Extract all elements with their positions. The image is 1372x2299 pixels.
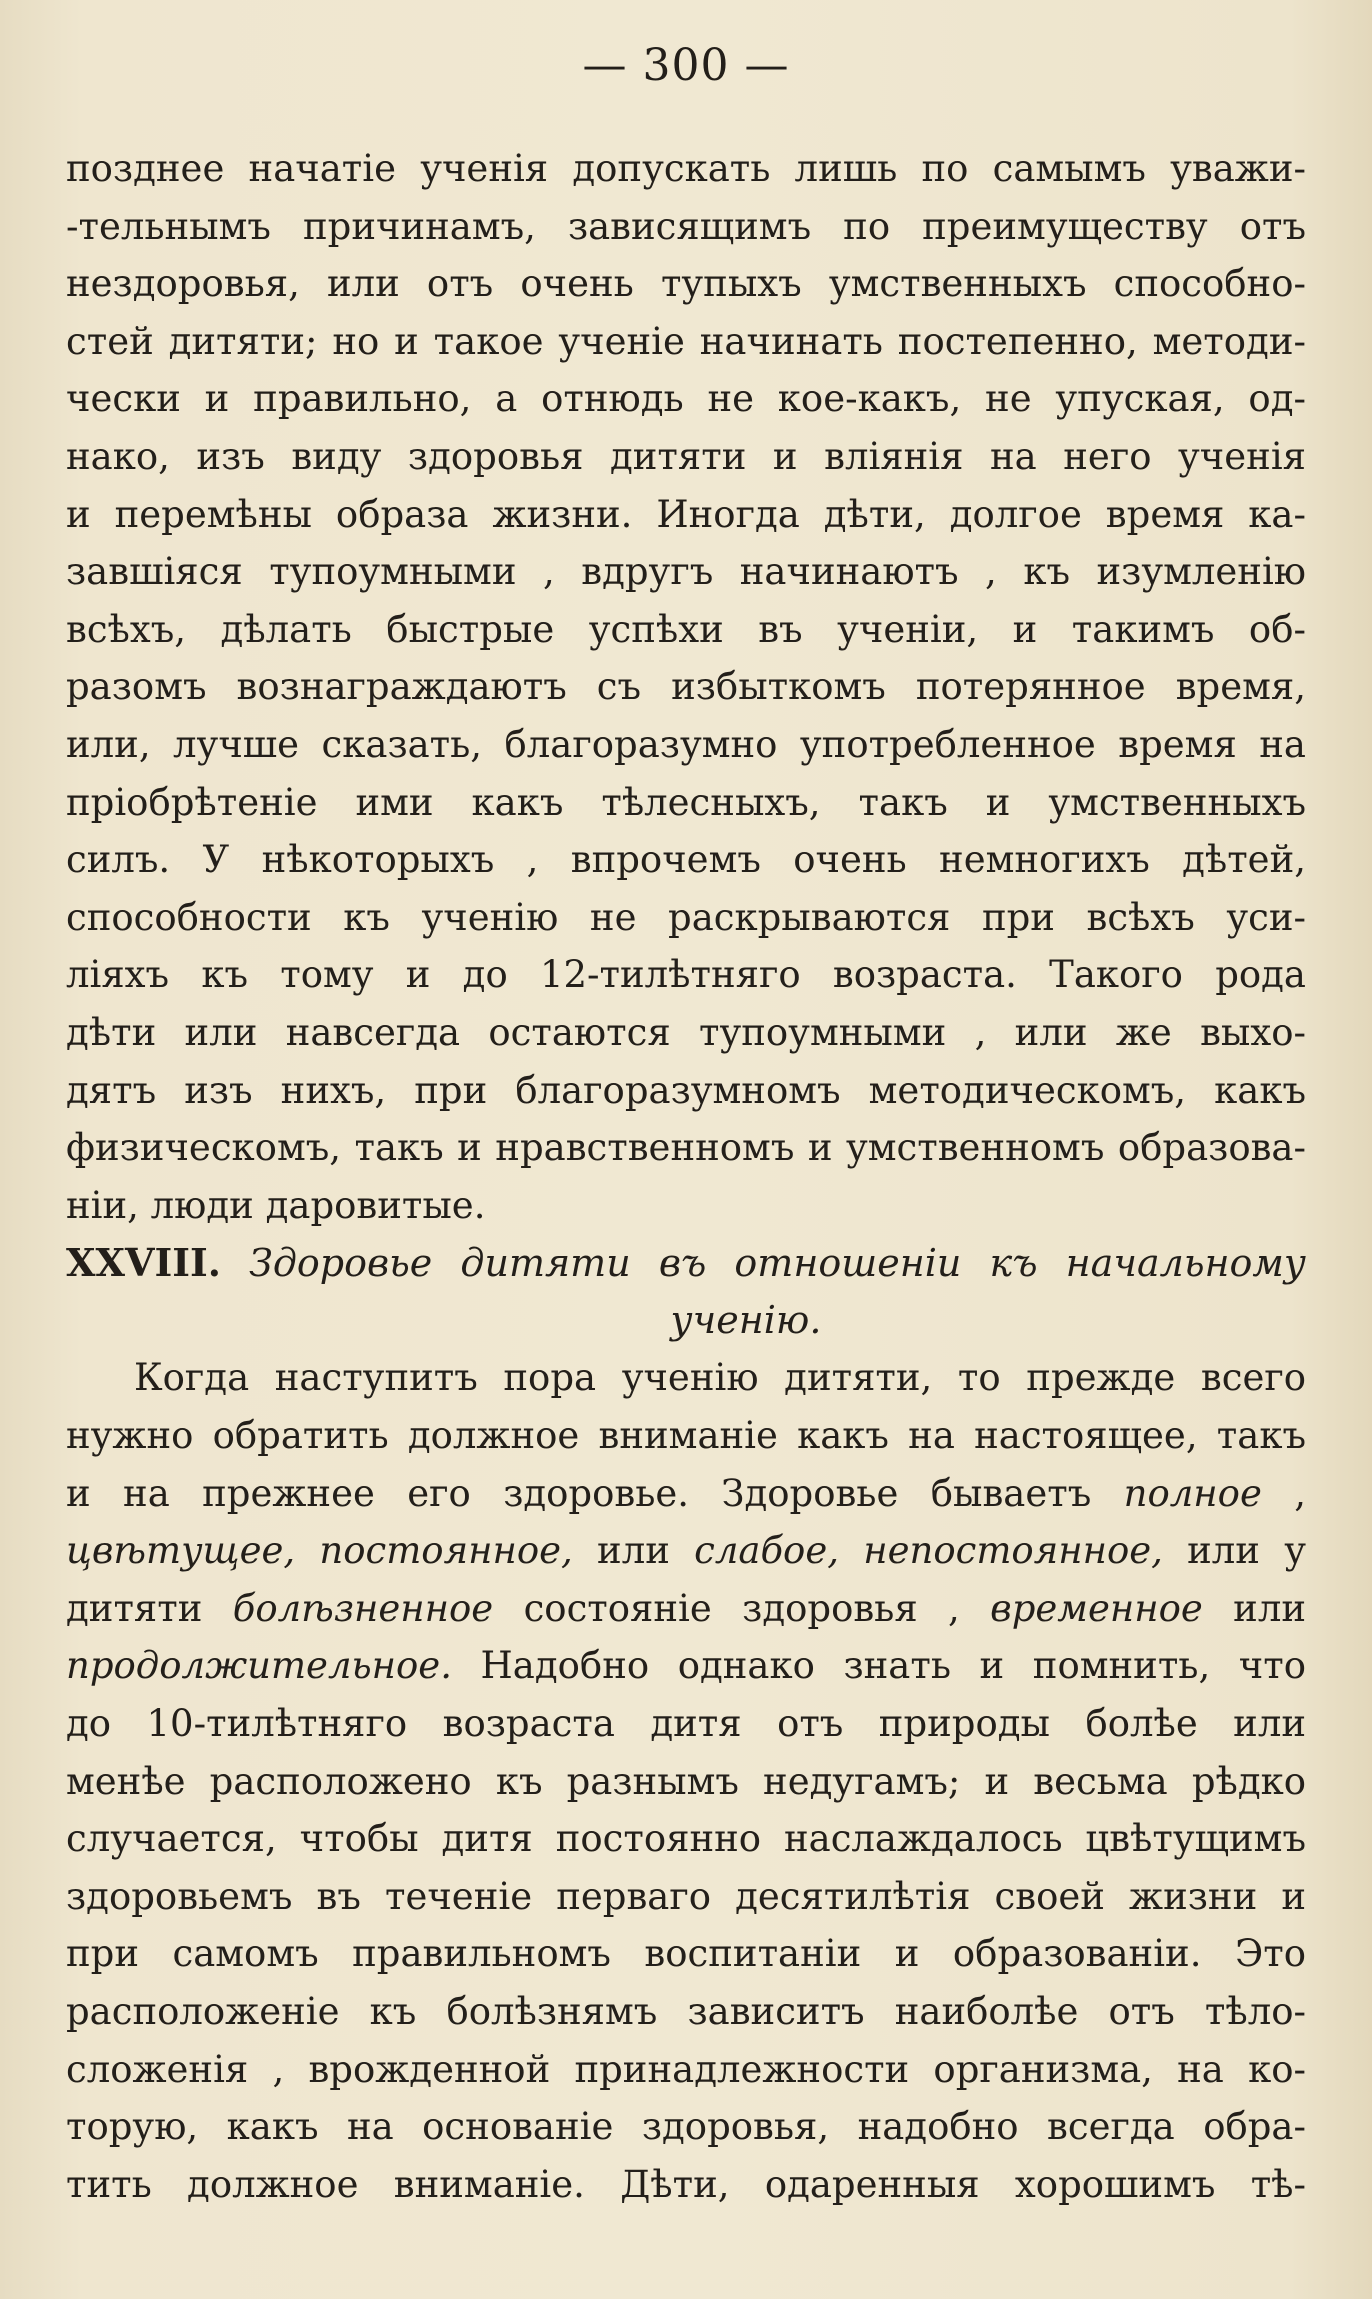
section-title-line-2: ученію. — [670, 1297, 822, 1342]
text-line — [66, 1407, 1306, 1465]
text-span: или — [572, 1529, 695, 1573]
italic-text: цвѣтущее, постоянное, — [66, 1529, 573, 1573]
text-line: всѣхъ, дѣлать быстрые успѣхи въ ученіи, и такимъ об- — [66, 607, 1306, 651]
text-line: нако, изъ виду здоровья дитяти и вліянія на него ученія — [66, 434, 1306, 478]
text-span: и на прежнее его здоровье. Здоровье бываетъ — [66, 1471, 1124, 1515]
text-span: состояніе здоровья , — [493, 1586, 991, 1630]
text-line: стей дитяти; но и такое ученіе начинать постепенно, методи- — [66, 319, 1306, 363]
text-span: Когда наступитъ пора ученію дитяти, то прежде всего — [134, 1356, 1306, 1400]
text-line — [66, 1580, 1306, 1638]
section-heading — [66, 1234, 1306, 1292]
italic-text: болѣзненное — [232, 1586, 494, 1630]
section-numeral: XXVIII. — [66, 1240, 222, 1286]
text-span: расположеніе къ болѣзнямъ зависитъ наиболѣе отъ тѣло- — [66, 1990, 1306, 2033]
text-line: физическомъ, такъ и нравственномъ и умственномъ образова- — [66, 1126, 1306, 1170]
text-span: торую, какъ на основаніе здоровья, надобно всегда обра- — [66, 2105, 1306, 2149]
text-line: ліяхъ къ тому и до 12-тилѣтняго возраста. Такого рода — [66, 953, 1306, 997]
text-line — [66, 1637, 1306, 1695]
text-span: здоровьемъ въ теченіе перваго десятилѣтія своей жизни и — [66, 1874, 1306, 1918]
text-line: пріобрѣтеніе ими какъ тѣлесныхъ, такъ и умственныхъ — [66, 780, 1306, 824]
italic-text: продолжительное. — [66, 1644, 452, 1688]
text-span: или у — [1162, 1529, 1306, 1573]
italic-text: временное — [990, 1586, 1203, 1630]
text-span: менѣе расположено къ разнымъ недугамъ; и весьма рѣдко — [66, 1759, 1306, 1803]
text-line — [66, 1810, 1306, 1868]
text-line — [66, 1695, 1306, 1753]
text-line — [66, 1983, 1306, 2041]
italic-text: полное — [1123, 1471, 1262, 1515]
text-line — [66, 2156, 1306, 2214]
text-span: , — [1261, 1471, 1306, 1515]
text-span: нужно обратить должное вниманіе какъ на настоящее, такъ — [66, 1414, 1306, 1458]
text-span: или — [1202, 1586, 1306, 1630]
text-line: -тельнымъ причинамъ, зависящимъ по преимуществу отъ — [66, 204, 1306, 248]
text-line — [66, 1868, 1306, 1926]
text-line: разомъ вознаграждаютъ съ избыткомъ потерянное время, — [66, 665, 1306, 709]
text-line — [66, 1925, 1306, 1983]
text-line: позднее начатіе ученія допускать лишь по самымъ уважи- — [66, 147, 1306, 190]
text-line: дятъ изъ нихъ, при благоразумномъ методическомъ, какъ — [66, 1068, 1306, 1112]
section-title-line-1: Здоровье дитяти въ отношеніи къ начальному — [249, 1241, 1306, 1286]
text-span: случается, чтобы дитя постоянно наслаждалось цвѣтущимъ — [66, 1817, 1306, 1861]
text-line — [66, 2098, 1306, 2156]
text-line: нездоровья, или отъ очень тупыхъ умственныхъ способно- — [66, 262, 1306, 306]
text-span: тить должное вниманіе. Дѣти, одаренныя хорошимъ тѣ- — [66, 2162, 1306, 2206]
page-number: — 300 — — [582, 40, 790, 91]
text-span: до 10-тилѣтняго возраста дитя отъ природы болѣе или — [66, 1702, 1306, 1746]
text-line: и перемѣны образа жизни. Иногда дѣти, долгое время ка- — [66, 492, 1306, 536]
text-line: чески и правильно, а отнюдь не кое-какъ, не упуская, од- — [66, 377, 1306, 421]
text-line: ніи, люди даровитые. — [66, 1183, 486, 1227]
text-line: дѣти или навсегда остаются тупоумными , или же выхо- — [66, 1010, 1306, 1054]
text-block — [66, 140, 1306, 2213]
text-span: сложенія , врожденной принадлежности организма, на ко- — [66, 2047, 1306, 2091]
paragraph-2 — [66, 1349, 1306, 2213]
text-line: силъ. У нѣкоторыхъ , впрочемъ очень немногихъ дѣтей, — [66, 838, 1306, 882]
text-line: завшіяся тупоумными , вдругъ начинаютъ , къ изумленію — [66, 550, 1306, 594]
text-span: при самомъ правильномъ воспитаніи и образованіи. Это — [66, 1932, 1306, 1976]
text-line — [66, 1522, 1306, 1580]
text-span: дитяти — [66, 1586, 233, 1630]
text-line — [66, 2041, 1306, 2099]
text-line — [66, 1349, 1306, 1407]
paragraph-1 — [66, 140, 1306, 1234]
italic-text: слабое, непостоянное, — [694, 1529, 1163, 1573]
text-span: Надобно однако знать и помнить, что — [451, 1644, 1306, 1688]
text-line: способности къ ученію не раскрываются при всѣхъ уси- — [66, 895, 1306, 939]
text-line: или, лучше сказать, благоразумно употребленное время на — [66, 722, 1306, 766]
text-line — [66, 1465, 1306, 1523]
text-line — [66, 1753, 1306, 1811]
